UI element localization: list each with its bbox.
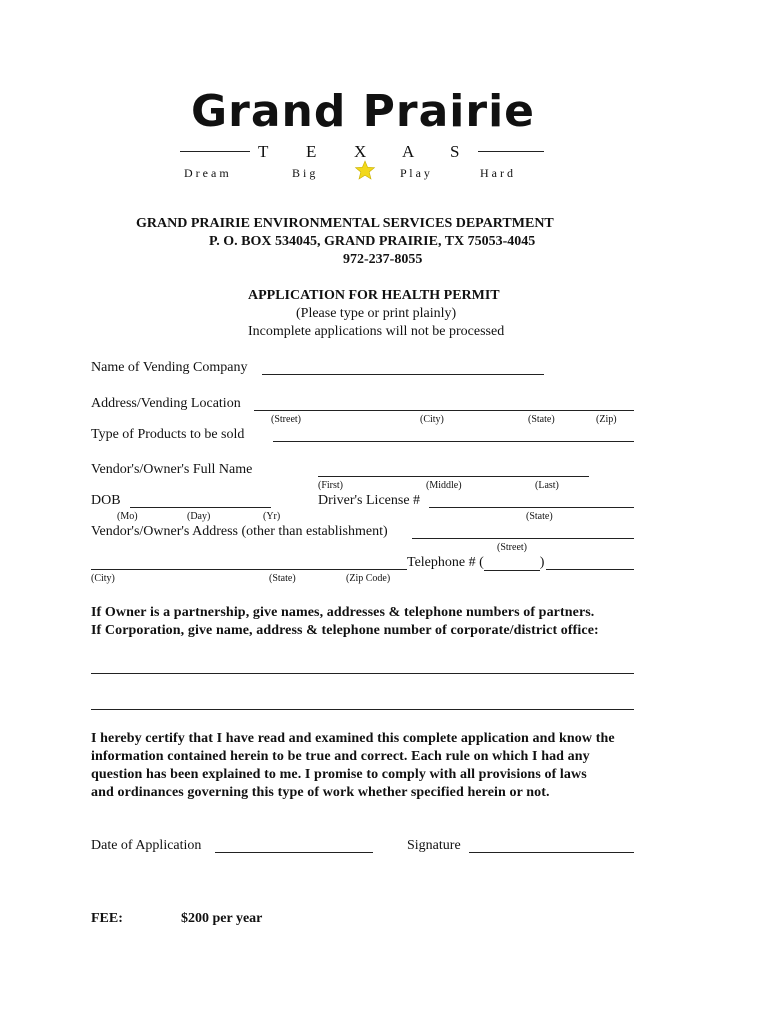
- products-label: Type of Products to be sold: [91, 427, 245, 442]
- dob-day-caption: (Day): [187, 511, 211, 522]
- owner-city-field[interactable]: [91, 569, 407, 570]
- logo-letter: S: [450, 142, 460, 161]
- certification-text: [91, 730, 651, 802]
- form-note-incomplete: Incomplete applications will not be processed: [248, 324, 505, 339]
- logo-tag-word: H a r d: [480, 166, 513, 180]
- name-last-caption: (Last): [535, 480, 559, 491]
- form-title: APPLICATION FOR HEALTH PERMIT: [248, 288, 500, 303]
- full-name-field[interactable]: [318, 476, 589, 477]
- owner-zip-caption: (Zip Code): [346, 573, 391, 584]
- dob-label: DOB: [91, 493, 121, 508]
- name-middle-caption: (Middle): [426, 480, 462, 491]
- logo-state: [258, 142, 470, 162]
- owner-state-caption: (State): [269, 573, 296, 584]
- partners-line-2[interactable]: [91, 709, 634, 710]
- full-name-label: Vendor's/Owner's Full Name: [91, 462, 253, 477]
- license-field[interactable]: [429, 507, 634, 508]
- logo-tagline: [184, 166, 544, 182]
- telephone-prefix: Telephone # (: [407, 555, 484, 570]
- logo-letter: A: [402, 142, 415, 161]
- location-zip-caption: (Zip): [596, 414, 617, 425]
- vending-company-label: Name of Vending Company: [91, 360, 248, 375]
- owner-street-field[interactable]: [412, 538, 634, 539]
- department-name: GRAND PRAIRIE ENVIRONMENTAL SERVICES DEPARTMENT: [136, 216, 554, 231]
- location-city-caption: (City): [420, 414, 444, 425]
- location-state-caption: (State): [528, 414, 555, 425]
- vending-location-field[interactable]: [254, 410, 634, 411]
- signature-field[interactable]: [469, 852, 634, 853]
- logo-letter: E: [306, 142, 317, 161]
- vending-company-field[interactable]: [262, 374, 544, 375]
- owner-address-label: Vendor's/Owner's Address (other than establishment): [91, 524, 388, 539]
- license-label: Driver's License #: [318, 493, 421, 508]
- telephone-suffix: ): [539, 555, 545, 570]
- owner-street-caption: (Street): [497, 542, 527, 553]
- dob-year-caption: (Yr): [263, 511, 281, 522]
- logo-rule-right: [478, 151, 544, 152]
- fee-label: FEE:: [91, 911, 123, 926]
- logo-letter: X: [354, 142, 367, 161]
- dob-month-caption: (Mo): [117, 511, 138, 522]
- license-state-caption: (State): [526, 511, 553, 522]
- signature-label: Signature: [407, 838, 461, 853]
- owner-city-caption: (City): [91, 573, 115, 584]
- certification-line: question has been explained to me. I promise to comply with all provisions of laws: [91, 767, 587, 782]
- telephone-label: [407, 555, 544, 571]
- telephone-field[interactable]: [546, 569, 634, 570]
- certification-line: and ordinances governing this type of work whether specified herein or not.: [91, 785, 550, 800]
- logo-letter: T: [258, 142, 269, 161]
- partners-line-1[interactable]: [91, 673, 634, 674]
- logo-tag-word: B i g: [292, 166, 316, 180]
- logo-wordmark: Grand Prairie: [191, 86, 535, 137]
- certification-line: I hereby certify that I have read and examined this complete application and know the: [91, 731, 615, 746]
- date-of-application-field[interactable]: [215, 852, 373, 853]
- telephone-area-field[interactable]: [484, 556, 540, 571]
- partnership-instruction: If Owner is a partnership, give names, addresses & telephone numbers of partners.: [91, 605, 595, 620]
- corporation-instruction: If Corporation, give name, address & telephone number of corporate/district office:: [91, 623, 599, 638]
- fee-amount: $200 per year: [181, 911, 263, 926]
- vending-location-label: Address/Vending Location: [91, 396, 241, 411]
- location-street-caption: (Street): [271, 414, 301, 425]
- date-of-application-label: Date of Application: [91, 838, 202, 853]
- logo: [178, 86, 548, 186]
- dob-field[interactable]: [130, 507, 271, 508]
- name-first-caption: (First): [318, 480, 343, 491]
- logo-tag-word: P l a y: [400, 166, 430, 180]
- star-icon: [354, 160, 376, 184]
- department-address: P. O. BOX 534045, GRAND PRAIRIE, TX 75053-4045: [209, 234, 536, 249]
- logo-tag-word: D r e a m: [184, 166, 229, 180]
- form-note-plainly: (Please type or print plainly): [296, 306, 457, 321]
- certification-line: information contained herein to be true and correct. Each rule on which I had any: [91, 749, 590, 764]
- department-phone: 972-237-8055: [343, 252, 423, 267]
- products-field[interactable]: [273, 441, 634, 442]
- logo-rule-left: [180, 151, 250, 152]
